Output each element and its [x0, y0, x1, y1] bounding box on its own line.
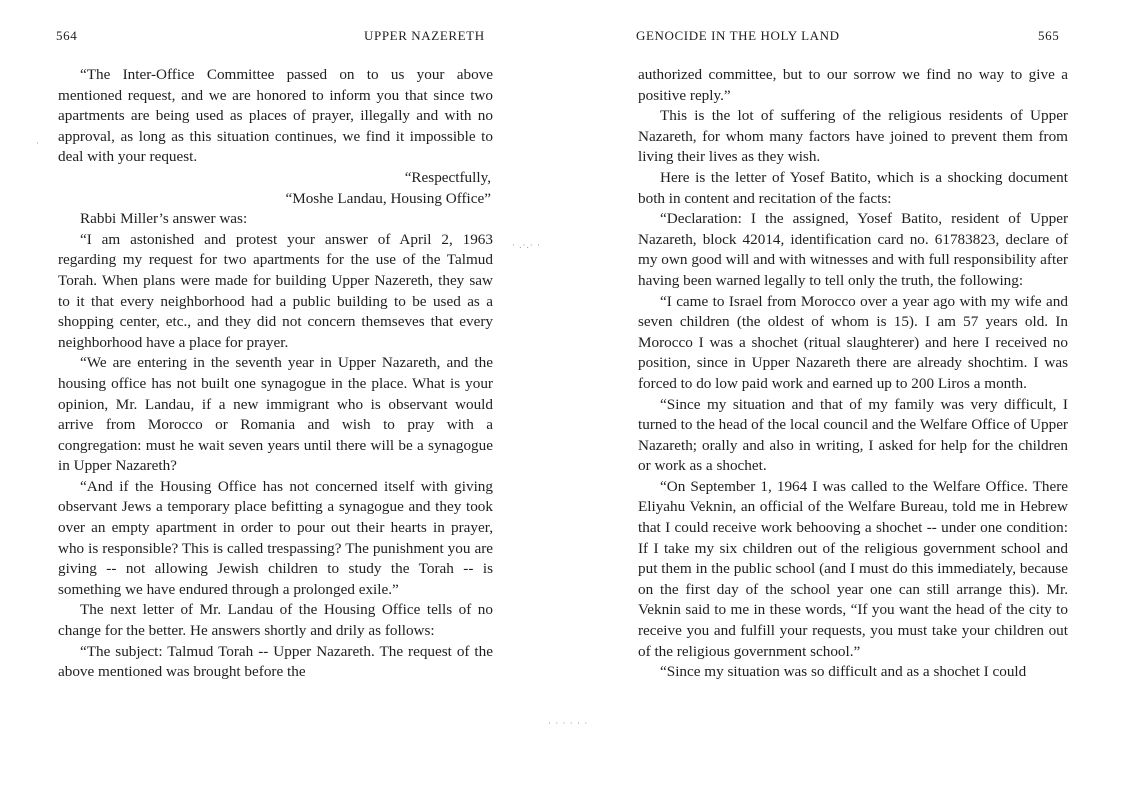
paragraph: “The subject: Talmud Torah -- Upper Nazareth. The request of the above mentioned was brought before the	[58, 642, 493, 681]
scan-speckle: · · · · · ·	[548, 718, 589, 728]
paragraph: “Since my situation was so difficult and as a shochet I could	[660, 663, 1027, 681]
paragraph: “On September 1, 1964 I was called to the Welfare Office. There Eliyahu Veknin, an official of the Welfare Bureau, told me in Hebrew that I could receive work behooving a shochet -- under one condition: If I take my six children out of the religious government school and put them in the public school (and I must do this immediately, because on the first day of the school year one can still arrange this). Mr. Veknin said to me in these words, “If you want the head of the city to receive you and fulfill your requests, you must take your children out of the religious government school.”	[638, 477, 1068, 660]
paragraph: The next letter of Mr. Landau of the Housing Office tells of no change for the better. He answers shortly and drily as follows:	[58, 601, 493, 640]
left-running-head: UPPER NAZERETH	[364, 28, 485, 43]
paragraph: authorized committee, but to our sorrow we find no way to give a positive reply.”	[638, 66, 1068, 104]
signature-closing: “Respectfully,	[404, 168, 491, 186]
signature-name: “Moshe Landau, Housing Office”	[285, 189, 491, 207]
scan-speckle: · .·.· ·	[512, 240, 541, 250]
left-page-number: 564	[56, 28, 78, 43]
paragraph: “And if the Housing Office has not concerned itself with giving observant Jews a temporary place befitting a synagogue and they took over an empty apartment in order to pour out their hearts in prayer, who is responsible? This is called trespassing? The punishment you are giving -- not allowing Jewish children to study the Torah -- is something we have endured through a prolonged exile.”	[58, 477, 493, 598]
paragraph: “I came to Israel from Morocco over a year ago with my wife and seven children (the oldest of whom is 15). I am 57 years old. In Morocco I was a shochet (ritual slaughterer) and here I received no position, since in Upper Nazareth there are already shochtim. I was forced to do low paid work and earned up to 200 Liros a month.	[638, 292, 1068, 392]
scan-speckle: ·	[36, 138, 40, 148]
paragraph: Here is the letter of Yosef Batito, which is a shocking document both in content and recitation of the facts:	[638, 168, 1068, 207]
paragraph: This is the lot of suffering of the religious residents of Upper Nazareth, for whom many factors have joined to prevent them from living their lives as they wish.	[638, 107, 1068, 166]
right-page-body	[638, 65, 1068, 683]
paragraph: “Declaration: I the assigned, Yosef Batito, resident of Upper Nazareth, block 42014, identification card no. 61783823, declare of my own good will and with witnesses and with full responsibility after having been warned legally to tell only the truth, the following:	[638, 210, 1068, 289]
paragraph: “Since my situation and that of my family was very difficult, I turned to the head of the local council and the Welfare Office of Upper Nazareth; orally and also in writing, I asked for help for the children or work as a shochet.	[638, 395, 1068, 475]
right-page-number: 565	[1038, 28, 1060, 43]
right-page	[630, 0, 1070, 801]
paragraph: “The Inter-Office Committee passed on to us your above mentioned request, and we are honored to inform you that since two apartments are being used as places of prayer, illegally and with no approval, as long as this situation continues, we find it impossible to deal with your request.	[58, 66, 493, 166]
paragraph: Rabbi Miller’s answer was:	[80, 210, 248, 228]
left-page	[48, 0, 493, 801]
paragraph: “We are entering in the seventh year in Upper Nazareth, and the housing office has not built one synagogue in the place. What is your opinion, Mr. Landau, if a new immigrant who is observant would arrive from Morocco or Romania and wish to pray with a congregation: must he wait seven years until there will be a synagogue in Upper Nazareth?	[58, 354, 493, 475]
left-page-body	[58, 65, 493, 683]
right-running-head: GENOCIDE IN THE HOLY LAND	[636, 28, 840, 43]
paragraph: “I am astonished and protest your answer of April 2, 1963 regarding my request for two apartments for the use of the Talmud Torah. When plans were made for building Upper Nazereth, they saw to it that every neighborhood had a public building to be used as a shopping center, etc., and they did not concern themseves that every neighborhood have a place for prayer.	[58, 230, 493, 351]
